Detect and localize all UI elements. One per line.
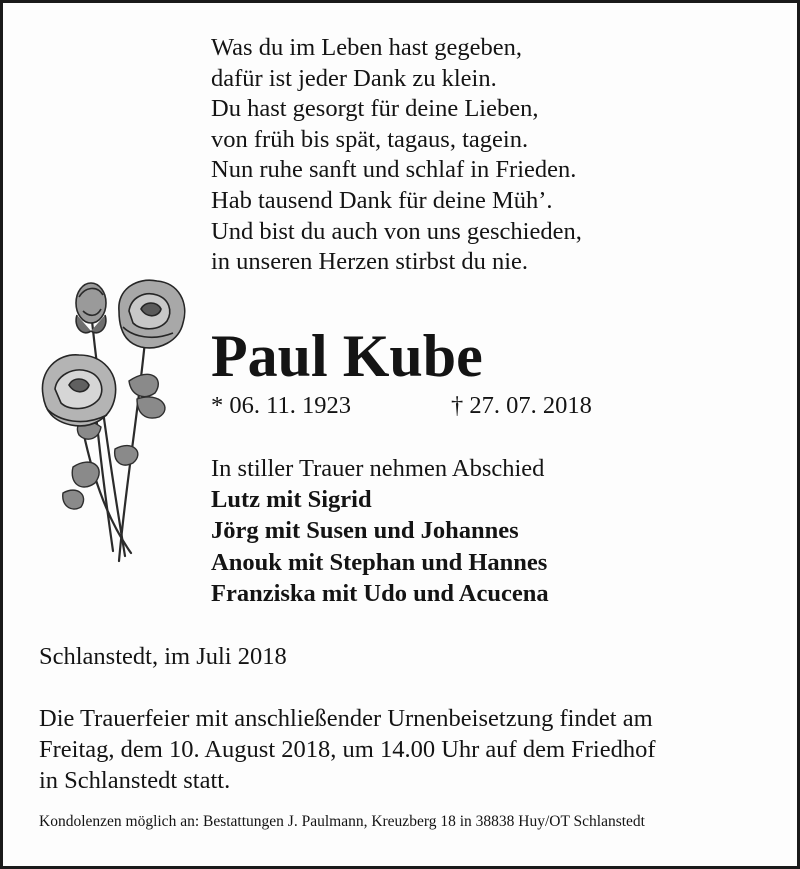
condolence-note: Kondolenzen möglich an: Bestattungen J. Paulmann, Kreuzberg 18 in 38838 Huy/OT Schlanstedt — [39, 813, 645, 830]
mourner-family: Jörg mit Susen und Johannes — [211, 517, 519, 545]
mourner-family: Anouk mit Stephan und Hannes — [211, 548, 548, 576]
mourner-family: Franziska mit Udo und Acucena — [211, 579, 549, 607]
service-line: in Schlanstedt statt. — [39, 767, 231, 794]
mourners-block — [211, 453, 549, 609]
poem-line: Nun ruhe sanft und schlaf in Frieden. — [211, 156, 577, 184]
poem-line: von früh bis spät, tagaus, tagein. — [211, 125, 529, 153]
birth-date: * 06. 11. 1923 — [211, 392, 351, 419]
deceased-name: Paul Kube — [211, 323, 483, 389]
death-date: † 27. 07. 2018 — [451, 392, 592, 419]
service-line: Die Trauerfeier mit anschließender Urnenbeisetzung findet am — [39, 705, 653, 732]
poem-line: Du hast gesorgt für deine Lieben, — [211, 95, 539, 123]
life-dates — [211, 392, 592, 420]
funeral-service-info — [39, 703, 779, 796]
poem-line: Hab tausend Dank für deine Müh’. — [211, 186, 553, 214]
memorial-poem — [211, 33, 582, 278]
roses-icon — [33, 271, 203, 571]
poem-line: in unseren Herzen stirbst du nie. — [211, 248, 529, 276]
mourner-family: Lutz mit Sigrid — [211, 486, 372, 514]
place-date: Schlanstedt, im Juli 2018 — [39, 643, 287, 670]
poem-line: Und bist du auch von uns geschieden, — [211, 217, 582, 245]
poem-line: Was du im Leben hast gegeben, — [211, 34, 522, 61]
mourning-intro: In stiller Trauer nehmen Abschied — [211, 455, 545, 482]
service-line: Freitag, dem 10. August 2018, um 14.00 Uhr auf dem Friedhof — [39, 736, 656, 763]
poem-line: dafür ist jeder Dank zu klein. — [211, 64, 497, 92]
